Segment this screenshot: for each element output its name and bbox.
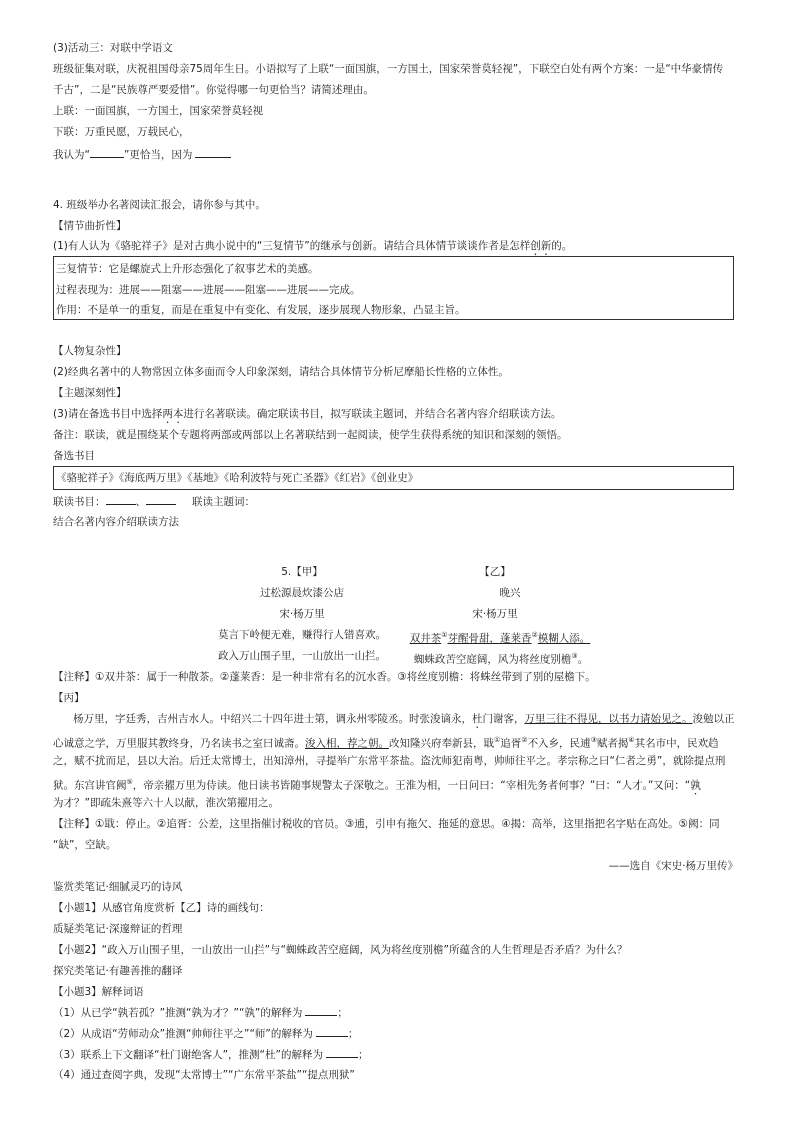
poem-notes: 【注释】①双井茶：属于一种散茶。②蓬莱香：是一种非常有名的沉水香。③将丝度别檐：将蛛丝带到了别的屋檐下。 [53,671,596,683]
bing-line-4 [53,775,701,798]
lian-books-label: 联读书目： [53,496,106,508]
booklist-label: 备选书目 [53,450,95,462]
bing-line-4-emph: 孰 [690,779,701,792]
booklist-box [53,466,734,490]
poem-jia-title: 过松源晨炊漆公店 [260,587,344,599]
bing-notes-2: “缺”，空缺。 [53,839,117,851]
bing-line-2 [53,733,719,751]
bing-line-1-b: 门谢客， [482,713,525,725]
item-2 [53,1026,358,1041]
category-2: 质疑类笔记·深邃辩证的哲理 [53,923,183,935]
lian-book-1-blank[interactable] [106,494,136,505]
method-label: 结合名著内容介绍联读方法 [53,516,179,528]
q3-paragraph-2: 千古”，二是“民族尊严要爱惜”。你觉得哪一句更恰当？请简述理由。 [53,84,374,96]
lian-books-separator: 、 [135,496,146,508]
box-line-1: 三复情节：它是螺旋式上升形态强化了叙事艺术的美感。 [56,263,319,275]
q4-question-3-text-a: (3)请在备选书目中选择 [53,408,163,420]
q4-question-2: (2)经典名著中的人物常因立体多面而令人印象深刻，请结合具体情节分析尼摩船长性格的立体性。 [53,366,509,378]
poem-jia-line-2: 政入万山围子里，一山放出一山拦。 [218,650,386,662]
item-2-semicolon: ； [347,1028,359,1040]
yi-line-1-note-2: ② [531,631,538,639]
q4-section3-heading: 【主题深刻性】 [53,387,127,399]
box-line-3: 作用：不是单一的重复，而是在重复中有变化、有发展，逐步展现人物形象，凸显主旨。 [56,304,466,316]
bing-line-1-a: 杨万里，字廷秀，吉州吉水人。中绍兴二十四年进士第，调永州零陵丞。时张浚谪永， [73,713,472,725]
yi-line-2-note: ③ [571,652,578,660]
item-3-blank[interactable] [326,1047,358,1058]
q4-question-3 [53,407,561,426]
bing-label: 【丙】 [53,692,85,704]
yi-line-2-a: 蜘蛛政苦空庭阔，风为将丝度别檐 [413,653,572,666]
poem-jia-label: 5.【甲】 [281,566,323,578]
q4-section1-heading: 【情节曲折性】 [53,220,127,232]
item-3 [53,1047,368,1062]
q3-answer-label-b: ”更恰当，因为 [123,149,193,161]
yi-line-1-b: 芽醒骨甜，蓬莱香 [447,632,532,645]
subquestion-3: 【小题3】解释词语 [53,986,144,998]
bing-line-4-a: 狱。东宫讲官阙 [53,779,127,792]
poem-jia-line-1: 莫言下岭便无难，赚得行人错喜欢。 [218,629,386,641]
item-1-text: （1）从已学“孰若孤？”推测“孰为才？”“孰”的解释为 [53,1007,303,1019]
bing-line-2-d: 不入乡，民逋 [527,737,591,750]
q3-lower-couplet: 下联：万重民愿，万载民心， [53,126,190,138]
poem-yi-label: 【乙】 [479,566,511,578]
q3-choice-blank[interactable] [90,147,124,158]
item-2-text: （2）从成语“劳师动众”推测“帅师往平之”“师”的解释为 [53,1028,313,1040]
item-3-text: （3）联系上下文翻译“杜门谢绝客人”，推测“杜”的解释为 [53,1049,323,1061]
bing-notes-1: 【注释】①戢：停止。②追胥：公差，这里指催讨税收的官员。③逋，引申有拖欠、拖延的意思。④揭：高举，这里指把名字贴在高处。⑤阙：同 [53,818,720,830]
q4-title: 4. 班级举办名著阅读汇报会，请你参与其中。 [53,199,266,211]
poem-yi-title: 晚兴 [499,587,521,599]
subquestion-1: 【小题1】从感官角度赏析【乙】诗的画线句： [53,902,270,914]
lian-theme-label: 联读主题词： [192,496,255,508]
bing-note-2: ② [521,736,528,744]
bing-line-1-emph: 杜 [472,713,483,725]
item-1 [53,1005,348,1020]
bing-note-3: ③ [590,736,597,744]
subquestion-2: 【小题2】“政入万山围子里，一山放出一山拦”与“蜘蛛政苦空庭阔，风为将丝度别檐”所蕴含的人生哲理是否矛盾？为什么？ [53,944,628,956]
q4-question-3-text-b: 进行名著联读。确定联读书目，拟写联读主题词，并结合名著内容介绍联读方法。 [183,408,562,420]
bing-line-1-c: 浚勉以正 [692,713,735,725]
item-2-blank[interactable] [316,1026,348,1037]
bing-note-1: ① [494,736,501,744]
bing-line-2-e: 赋者揭 [596,737,629,750]
lian-book-2-blank[interactable] [146,494,176,505]
yi-line-1-a: 双井茶 [409,632,442,645]
source-citation: ——选自《宋史·杨万里传》 [608,860,738,872]
bing-line-2-c: 追胥 [500,737,522,750]
yi-line-1-c: 模糊人添。 [537,632,591,645]
poem-yi-line-1 [398,628,602,646]
q3-heading: (3)活动三：对联中学语文 [53,42,173,54]
bing-line-1 [73,712,735,731]
category-3: 探究类笔记·有趣善推的翻译 [53,965,183,977]
bing-line-2-f: 其名市中，民欢趋 [634,737,719,750]
poem-jia-author: 宋·杨万里 [279,608,325,620]
bing-line-2-a: 心诚意之学，万里服其教终身，乃名读书之室曰诚斋。 [53,737,305,750]
q3-paragraph-1: 班级征集对联，庆祝祖国母亲75周年生日。小语拟写了上联“一面国旗，一方国土，国家荣誉莫轻视”，下联空白处有两个方案：一是“中华豪情传 [53,63,724,75]
bing-note-5: ⑤ [126,778,133,786]
q3-upper-couplet: 上联：一面国旗，一方国土，国家荣誉莫轻视 [53,105,263,117]
plot-definition-box [53,256,734,320]
item-4: （4）通过查阅字典，发现“太常博士”“广东常平茶盐”“提点刑狱” [53,1069,355,1081]
bing-note-4: ④ [628,736,635,744]
poem-yi-line-2 [386,649,616,667]
bing-line-2-b: 改知隆兴府奉新县，戢 [389,737,494,750]
bing-line-5: 为才？”即疏朱熹等六十人以献，淮次第擢用之。 [53,797,279,809]
yi-line-2-b: 。 [577,653,589,666]
item-3-semicolon: ； [357,1049,369,1061]
q3-reason-blank[interactable] [195,147,231,158]
q3-answer-line [53,147,231,162]
bing-line-4-b: ，帝亲擢万里为侍读。他日读书皆随事规警太子深敬之。王淮为相，一日问曰：“宰相先务者何事？”曰：“人才。”又问：“ [132,779,691,792]
q4-question-1-text-b: 的。 [551,240,573,252]
bing-line-3: 之，赋不扰而足，县以大治。后迁太常博士，出知漳州，寻提举广东常平茶盐。盗沈师犯南粤，帅师往平之。孝宗称之曰“仁者之勇”，就除提点刑 [53,755,726,767]
q4-question-1-text-a: (1)有人认为《骆驼祥子》是对古典小说中的“三复情节”的继承与创新。请结合具体情节谈谈作者是怎样 [53,240,531,252]
q3-answer-label-a: 我认为“ [53,149,90,161]
item-1-semicolon: ； [337,1007,348,1019]
item-1-blank[interactable] [305,1005,337,1016]
category-1: 鉴赏类笔记·细腻灵巧的诗风 [53,881,183,893]
bing-line-1-underlined: 万里三往不得见，以书力请始见之。 [524,713,693,725]
q4-question-1-emphasis: 创新 [530,240,552,252]
q4-section2-heading: 【人物复杂性】 [53,345,127,357]
booklist-titles: 《骆驼祥子》《海底两万里》《基地》《哈利波特与死亡圣器》《红岩》《创业史》 [56,472,419,484]
q4-note: 备注：联读，就是围绕某个专题将两部或两部以上名著联结到一起阅读，使学生获得系统的知识和深刻的领悟。 [53,429,568,441]
yi-line-1-note-1: ① [441,631,448,639]
lian-books-line [53,494,255,509]
box-line-2: 过程表现为：进展——阻塞——进展——阻塞——进展——完成。 [56,284,361,296]
bing-line-2-underlined: 浚入相，荐之朝。 [305,737,389,750]
poem-yi-author: 宋·杨万里 [472,608,518,620]
q4-question-3-emphasis: 两本 [162,408,184,420]
